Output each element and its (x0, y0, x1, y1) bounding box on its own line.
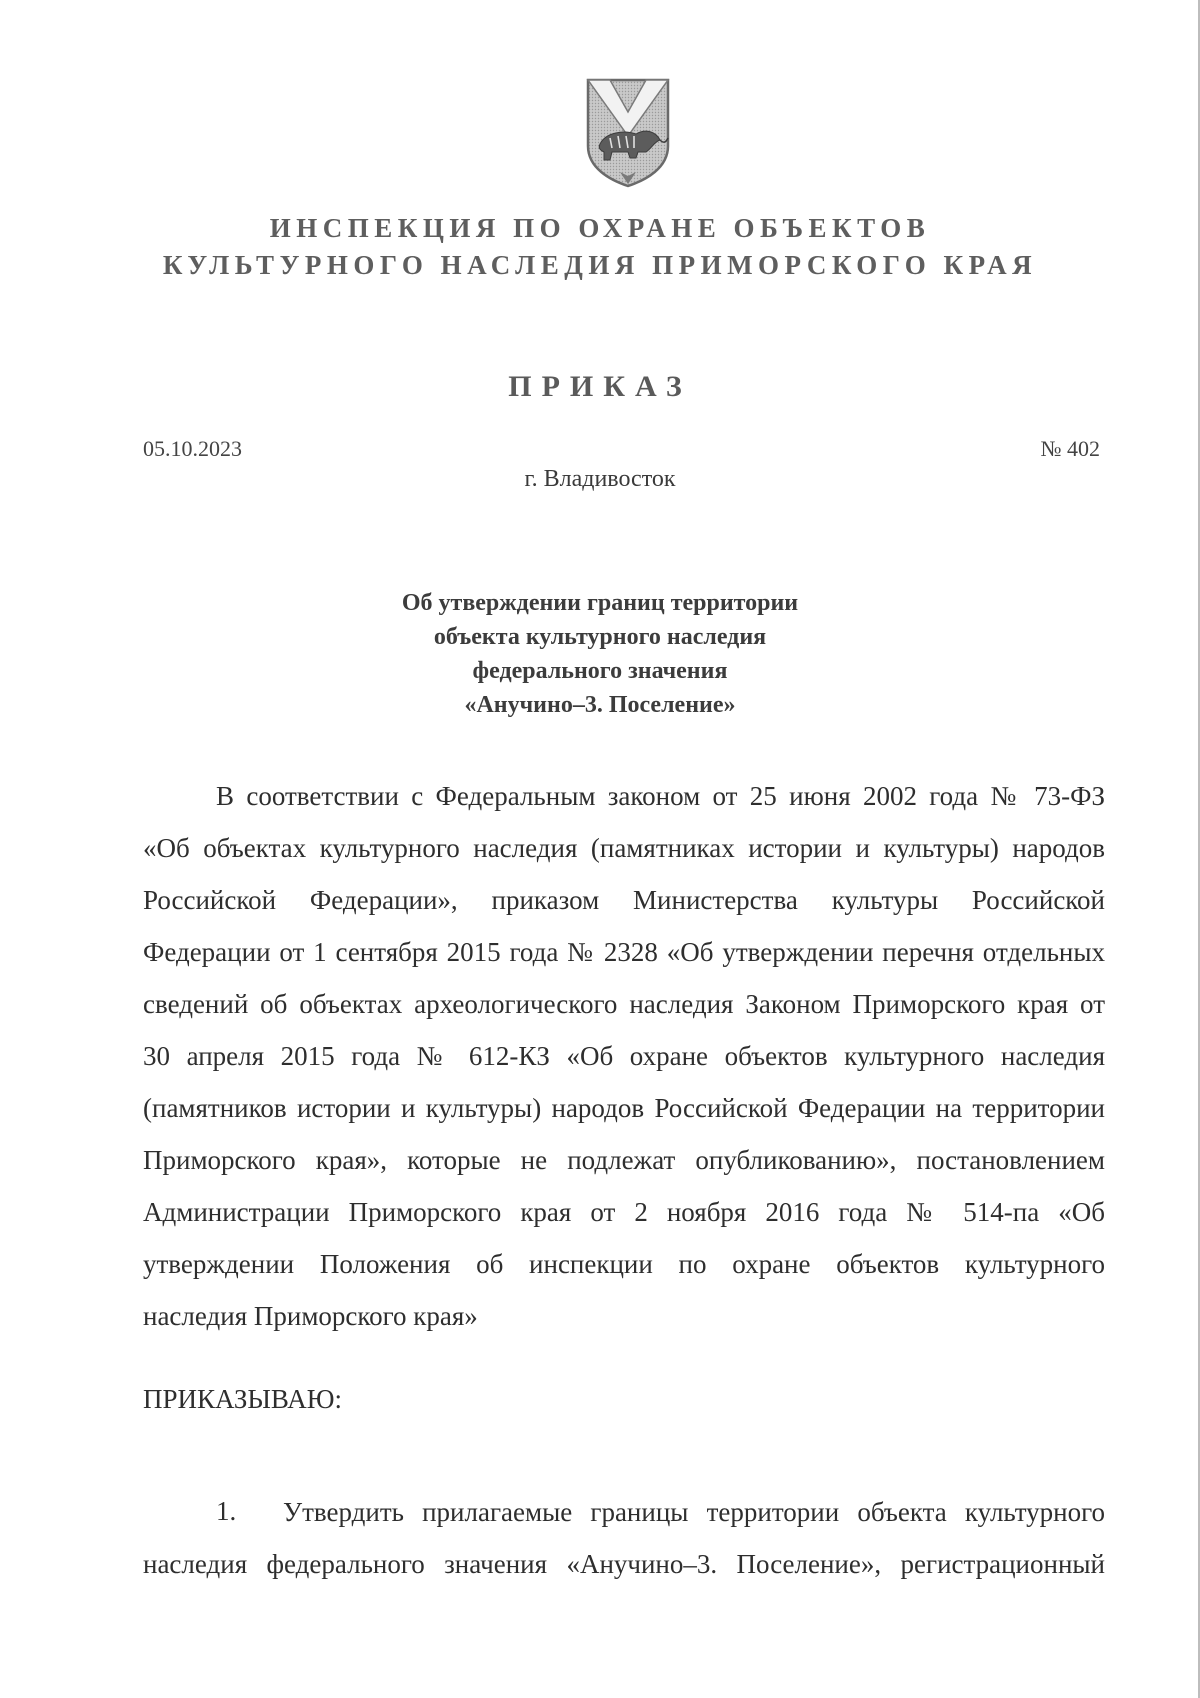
org-title-line-2: КУЛЬТУРНОГО НАСЛЕДИЯ ПРИМОРСКОГО КРАЯ (162, 250, 1038, 280)
preamble-line: Приморского края», которые не подлежат опубликованию», постановлением (143, 1145, 1105, 1175)
preamble-line: Администрации Приморского края от 2 ноября 2016 года № 514-па «Об (143, 1197, 1105, 1227)
subject-line: федерального значения (472, 658, 728, 684)
preamble-line: «Об объектах культурного наследия (памятниках истории и культуры) народов (143, 833, 1105, 863)
preamble-line: сведений об объектах археологического наследия Законом Приморского края от (143, 989, 1105, 1019)
subject-line: объекта культурного наследия (433, 624, 767, 650)
document-city: г. Владивосток (524, 466, 676, 492)
preamble-line: утверждении Положения об инспекции по охране объектов культурного (143, 1249, 1105, 1279)
preamble-line: Федерации от 1 сентября 2015 года № 2328 «Об утверждении перечня отдельных (143, 937, 1105, 967)
preamble-line: (памятников истории и культуры) народов Российской Федерации на территории (143, 1093, 1105, 1123)
org-title-line-1: ИНСПЕКЦИЯ ПО ОХРАНЕ ОБЪЕКТОВ (269, 213, 931, 243)
document-type-heading: ПРИКАЗ (508, 370, 692, 403)
item-number: 1. (216, 1496, 237, 1526)
document-date: 05.10.2023 (143, 436, 242, 461)
preamble-line: В соответствии с Федеральным законом от 25 июня 2002 года № 73-ФЗ (216, 781, 1105, 811)
subject-line: «Анучино–3. Поселение» (464, 692, 736, 718)
item-text-line: наследия федерального значения «Анучино–3. Поселение», регистрационный (143, 1549, 1105, 1579)
primorsky-krai-coat-of-arms-icon (576, 72, 680, 192)
order-directive-word: ПРИКАЗЫВАЮ: (143, 1384, 342, 1414)
item-text-line: Утвердить прилагаемые границы территории объекта культурного (283, 1497, 1105, 1527)
preamble-line: 30 апреля 2015 года № 612-КЗ «Об охране объектов культурного наследия (143, 1041, 1105, 1071)
subject-line: Об утверждении границ территории (401, 590, 799, 616)
preamble-line: наследия Приморского края» (143, 1301, 478, 1331)
preamble-line: Российской Федерации», приказом Министерства культуры Российской (143, 885, 1105, 915)
document-number: № 402 (1040, 436, 1100, 461)
